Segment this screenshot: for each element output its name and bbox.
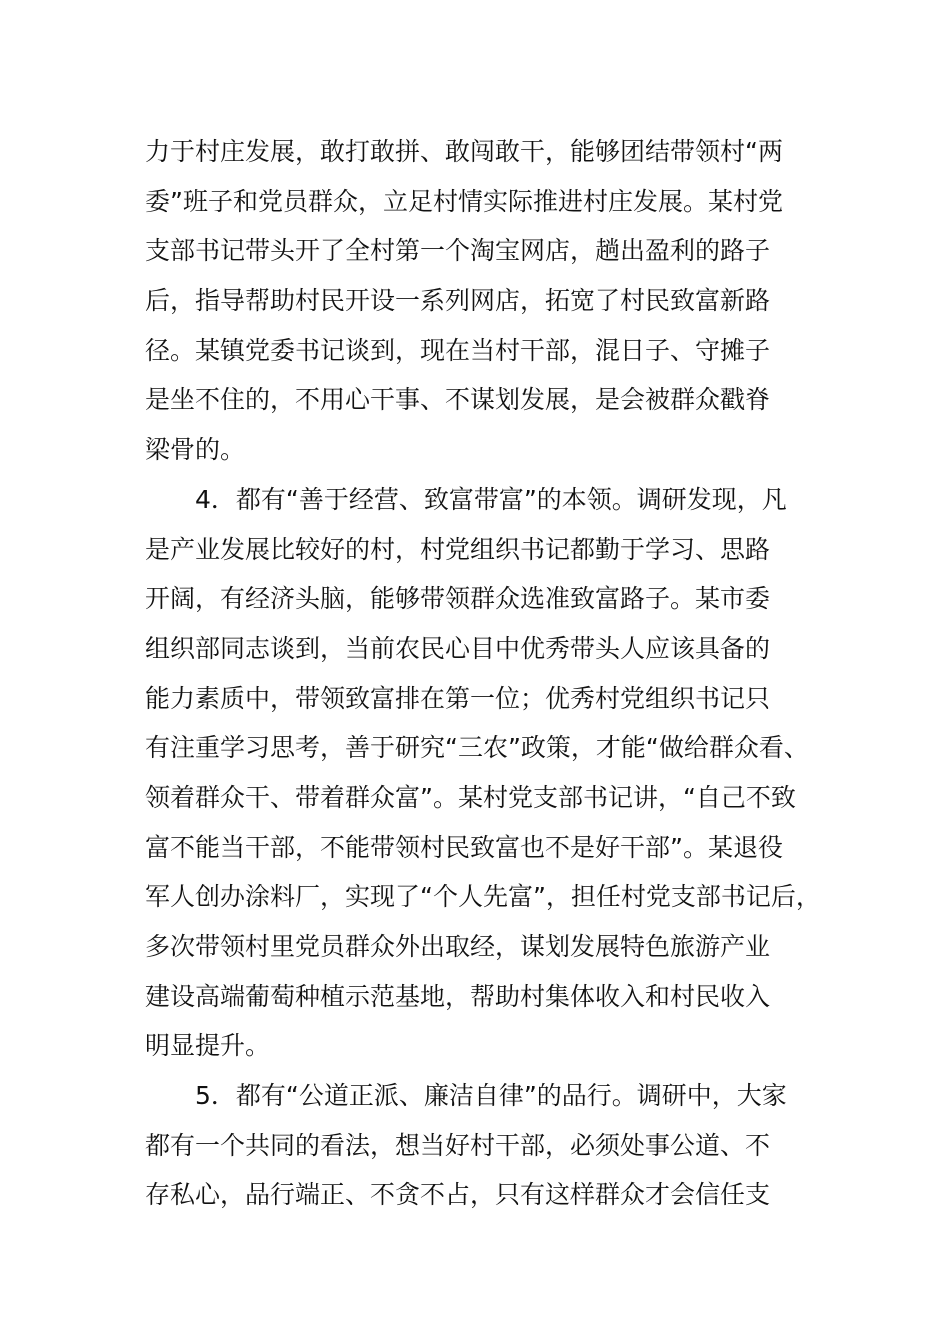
text-line: 富不能当干部，不能带领村民致富也不是好干部”。某退役 [145,832,783,862]
text-line: 梁骨的。 [145,435,246,465]
text-line: 多次带领村里党员群众外出取经，谋划发展特色旅游产业 [145,932,771,961]
text-line: 都有一个共同的看法，想当好村干部，必须处事公道、不 [145,1130,771,1160]
paragraph-item-4 [145,475,835,1071]
text-line: 支部书记带头开了全村第一个淘宝网店，趟出盈利的路子 [145,236,771,266]
text-line: 组织部同志谈到，当前农民心目中优秀带头人应该具备的 [145,633,771,663]
text-line: 是坐不住的，不用心干事、不谋划发展，是会被群众戳脊 [145,385,771,415]
text-line: 径。某镇党委书记谈到，现在当村干部，混日子、守摊子 [145,335,771,365]
paragraph-heading-line: 5．都有“公道正派、廉洁自律”的品行。调研中，大家 [195,1081,787,1111]
text-line: 存私心，品行端正、不贪不占，只有这样群众才会信任支 [145,1180,771,1210]
text-line: 领着群众干、带着群众富”。某村党支部书记讲，“自己不致 [145,782,796,812]
text-line: 军人创办涂料厂，实现了“个人先富”，担任村党支部书记后， [145,882,821,912]
text-line: 建设高端葡萄种植示范基地，帮助村集体收入和村民收入 [145,981,771,1011]
body-text [145,127,835,1220]
paragraph-heading-line: 4．都有“善于经营、致富带富”的本领。调研发现，凡 [195,484,787,514]
text-line: 后，指导帮助村民开设一系列网店，拓宽了村民致富新路 [145,286,771,316]
text-line: 明显提升。 [145,1031,271,1061]
text-line: 力于村庄发展，敢打敢拼、敢闯敢干，能够团结带领村“两 [145,137,783,166]
text-line: 是产业发展比较好的村，村党组织书记都勤于学习、思路 [145,534,771,564]
paragraph-item-5 [145,1071,835,1220]
text-line: 能力素质中，带领致富排在第一位；优秀村党组织书记只 [145,683,771,713]
text-line: 开阔，有经济头脑，能够带领群众选准致富路子。某市委 [145,584,771,614]
paragraph-continuation [145,127,835,475]
text-line: 委”班子和党员群众，立足村情实际推进村庄发展。某村党 [145,186,783,216]
text-line: 有注重学习思考，善于研究“三农”政策，才能“做给群众看、 [145,733,809,763]
